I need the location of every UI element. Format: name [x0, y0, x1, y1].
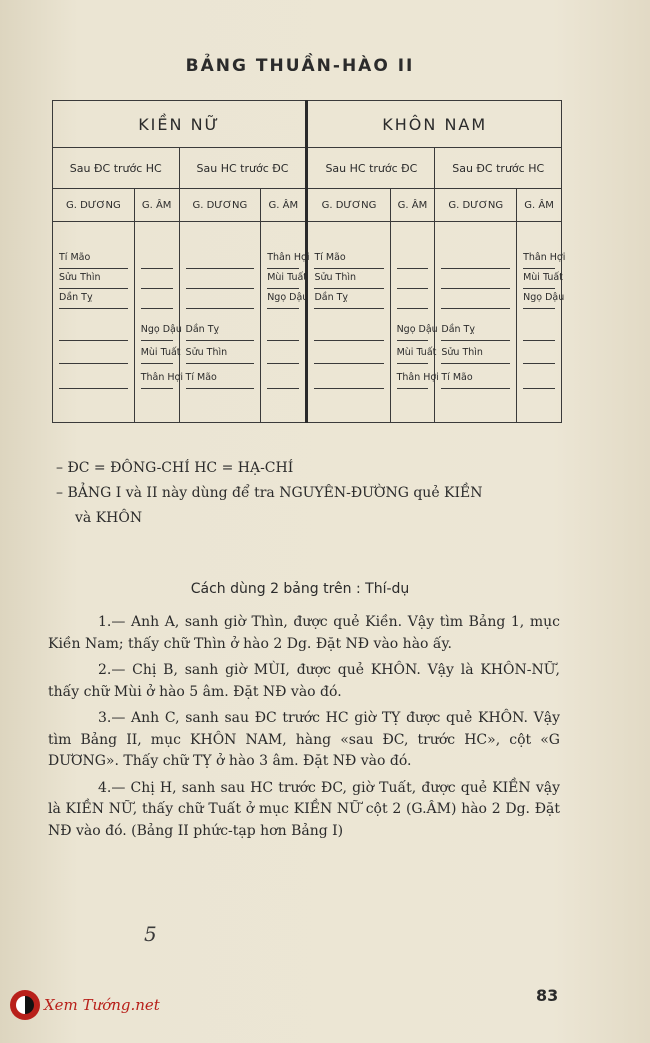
handwritten-mark: 5	[144, 922, 157, 946]
column-header: G. ÂM	[390, 189, 435, 222]
hao-line	[267, 322, 299, 341]
hao-line: Ngọ Dậu	[523, 290, 555, 309]
hao-line: Ngọ Dậu	[267, 290, 299, 309]
hao-line: Thân Hợi	[267, 250, 299, 269]
hao-line: Tí Mão	[59, 250, 128, 269]
hao-line	[141, 290, 173, 309]
hao-line	[397, 270, 429, 289]
hao-line: Ngọ Dậu	[141, 322, 173, 341]
hao-line: Mùi Tuất	[397, 345, 429, 364]
hao-line: Thân Hợi	[397, 370, 429, 389]
hao-line	[441, 250, 510, 269]
column-header: G. DƯƠNG	[435, 189, 517, 222]
table-cell	[517, 222, 566, 423]
hao-line: Mùi Tuất	[267, 270, 299, 289]
group-header-khon-nam: KHÔN NAM	[307, 101, 562, 148]
column-header: G. ÂM	[517, 189, 562, 222]
hao-line: Dần Tỵ	[59, 290, 128, 309]
table-cell	[261, 222, 310, 423]
body-text	[48, 612, 560, 847]
hao-line	[523, 322, 555, 341]
hao-line: Tí Mão	[186, 370, 255, 389]
hao-line	[397, 250, 429, 269]
note-line: và KHÔN	[75, 510, 143, 526]
hao-line	[59, 322, 128, 341]
site-logo[interactable]	[10, 990, 160, 1020]
paragraph: 2.— Chị B, sanh giờ MÙI, được quẻ KHÔN. Vậy là KHÔN-NỮ, thấy chữ Mùi ở hào 5 âm. Đặt NĐ vào đó.	[48, 662, 560, 700]
table-cell	[307, 222, 390, 423]
paragraph: 4.— Chị H, sanh sau HC trước ĐC, giờ Tuất, được quẻ KIỀN vậy là KIỀN NỮ, thấy chữ Tuất ở mục KIỀN NỮ cột 2 (G.ÂM) hào 2 Dg. Đặt NĐ vào đó. (Bảng II phức-tạp hơn Bảng I)	[48, 779, 560, 839]
column-header: G. DƯƠNG	[53, 189, 135, 222]
hao-line: Mùi Tuất	[141, 345, 173, 364]
subheader: Sau ĐC trước HC	[435, 148, 562, 189]
hao-line	[186, 250, 255, 269]
hao-line	[314, 370, 383, 389]
hao-line	[186, 270, 255, 289]
hao-line: Mùi Tuất	[523, 270, 555, 289]
hao-line: Sửu Thìn	[314, 270, 383, 289]
hao-line	[441, 290, 510, 309]
hao-line	[59, 370, 128, 389]
subheader: Sau ĐC trước HC	[53, 148, 180, 189]
table-cell	[435, 222, 517, 423]
hao-line	[314, 345, 383, 364]
table-cell	[134, 222, 184, 423]
hao-line: Tí Mão	[314, 250, 383, 269]
column-header: G. ÂM	[261, 189, 307, 222]
subheader: Sau HC trước ĐC	[307, 148, 435, 189]
hao-line	[186, 290, 255, 309]
column-header: G. DƯƠNG	[307, 189, 390, 222]
hao-line	[314, 322, 383, 341]
subheader: Sau HC trước ĐC	[179, 148, 307, 189]
table-title: BẢNG THUẦN-HÀO II	[185, 56, 415, 76]
notes	[56, 456, 576, 531]
note-line: – ĐC = ĐÔNG-CHÍ HC = HẠ-CHÍ	[56, 460, 294, 476]
yin-yang-icon	[10, 990, 40, 1020]
column-header: G. DƯƠNG	[179, 189, 261, 222]
table-cell	[179, 222, 261, 423]
hao-line: Thân Hợi	[523, 250, 555, 269]
hao-line	[523, 370, 555, 389]
hao-line: Thân Hợi	[141, 370, 173, 389]
hao-line	[397, 290, 429, 309]
hao-line: Dần Tỵ	[314, 290, 383, 309]
section-subtitle: Cách dùng 2 bảng trên : Thí-dụ	[190, 581, 410, 597]
hao-line: Dần Tỵ	[441, 322, 510, 341]
hao-line: Tí Mão	[441, 370, 510, 389]
hao-line: Ngọ Dậu	[397, 322, 429, 341]
hao-line	[441, 270, 510, 289]
column-header: G. ÂM	[134, 189, 179, 222]
hao-line	[523, 345, 555, 364]
hao-line: Sửu Thìn	[59, 270, 128, 289]
hao-line: Sửu Thìn	[441, 345, 510, 364]
hao-line	[59, 345, 128, 364]
group-header-kien-nu: KIỀN NỮ	[53, 101, 307, 148]
hao-line: Dần Tỵ	[186, 322, 255, 341]
hao-line	[141, 270, 173, 289]
thuan-hao-table	[52, 100, 566, 423]
hao-line	[267, 345, 299, 364]
hao-line: Sửu Thìn	[186, 345, 255, 364]
table-cell	[390, 222, 439, 423]
table-cell	[53, 222, 135, 423]
page-number: 83	[536, 986, 559, 1005]
note-line: – BẢNG I và II này dùng để tra NGUYÊN-ĐƯỜNG quẻ KIỀN	[56, 485, 483, 501]
hao-line	[141, 250, 173, 269]
hao-line	[267, 370, 299, 389]
logo-text: Xem Tướng.net	[44, 996, 160, 1014]
paragraph: 3.— Anh C, sanh sau ĐC trước HC giờ TỴ được quẻ KHÔN. Vậy tìm Bảng II, mục KHÔN NAM, hàng «sau ĐC, trước HC», cột «G DƯƠNG». Thấy chữ TỴ ở hào 3 âm. Đặt NĐ vào đó.	[48, 710, 560, 769]
paragraph: 1.— Anh A, sanh giờ Thìn, được quẻ Kiền. Vậy tìm Bảng 1, mục Kiền Nam; thấy chữ Thìn ở hào 2 Dg. Đặt NĐ vào hào ấy.	[48, 614, 560, 652]
